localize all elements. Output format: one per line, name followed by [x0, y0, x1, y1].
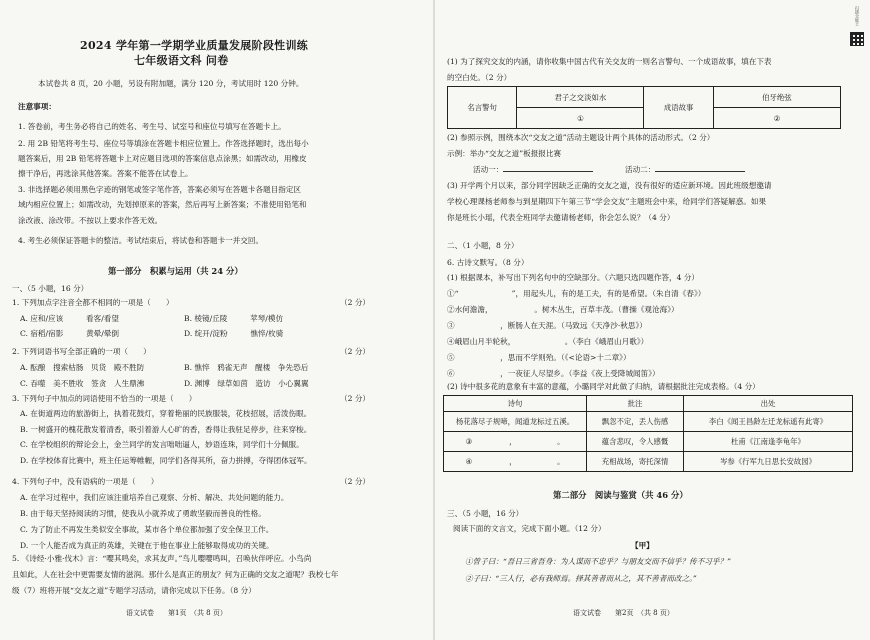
table2-cell: 杜甫《江南逢李龟年》 [684, 432, 853, 452]
q2-option-b: B. 憔悴 鸦雀无声 醒楼 争先恐后 [184, 363, 309, 372]
q4-option-d: D. 一个人能否成为真正的英雄，关键在于他在事业上能够取得成功的关键。 [20, 541, 274, 550]
table1-cell: 名言警句 [448, 87, 517, 129]
part1-title: 第一部分 积累与运用（共 24 分） [108, 266, 243, 276]
table2-cell: 充相战场，寄托深情 [587, 452, 684, 472]
section1-title: 一、（5 小题，16 分） [12, 284, 89, 293]
activity-two-label: 活动二： [625, 165, 656, 174]
table2-answer-cell[interactable]: ③ ， 。 [444, 432, 587, 452]
reading-intro: 阅读下面的文言文，完成下面小题。（12 分） [453, 524, 606, 533]
section2-title: 二、（1 小题，8 分） [447, 241, 519, 250]
table2-cell: 飘忽不定，丢人伤感 [587, 412, 684, 432]
table1-answer-cell[interactable]: ② [713, 108, 840, 129]
q4-option-c: C. 为了防止不再发生类似安全事故，某市各个单位都加强了安全保卫工作。 [20, 525, 274, 534]
q1-option-c: C. 宿稻/宿影 黄晕/晕倒 [20, 329, 120, 338]
table2-cell: 李白《闻王昌龄左迁龙标遥有此寄》 [684, 412, 853, 432]
q1-score: （2 分） [340, 298, 371, 307]
q3-stem: 3. 下列句子中加点的词语使用不恰当的一项是（ ） [12, 394, 197, 403]
task3-line: 学校心理课杨老师参与到星期四下午第三节“学会交友”主题班会中来，给同学们答疑解惑。如果 [447, 197, 767, 206]
task2-example: 示例：举办“交友之道”板报报比赛 [447, 149, 562, 158]
table2-cell: 杨花落尽子规啼，闻道龙标过五溪。 [444, 412, 587, 432]
reading-jia-line: ②子曰：“三人行，必有我师焉。择其善者而从之，其不善者而改之。” [465, 574, 697, 583]
q6-item: ②水何澹澹， 。树木丛生，百草丰茂。（曹操《观沧海》） [447, 305, 679, 314]
q1-option-d: D. 绽开/淀粉 憔悴/枚骑 [184, 329, 284, 338]
q3-option-c: C. 在学校组织的辩论会上，金兰同学的发言咄咄逼人，妙语连珠，同学们十分佩服。 [20, 440, 304, 449]
q1-option-a: A. 应和/应该 看客/看望 [20, 314, 119, 323]
page-footer-right: 语文试卷 第2页 （共 8 页） [573, 609, 674, 617]
exam-intro: 本试卷共 8 页，20 小题，另设有附加题，满分 120 分，考试用时 120 分钟。 [38, 79, 304, 88]
q2-option-c: C. 吞噬 美不胜收 签贪 人生鼎沸 [20, 379, 145, 388]
qr-code [850, 6, 864, 46]
saying-story-table [447, 86, 841, 129]
q5-line: 且如此，人在社会中更需要友情的滋润。那什么是真正的朋友？何为正确的交友之道呢？我校七年 [12, 570, 339, 579]
notice-line: 擦干净后，再选涂其他答案。答案不能答在试卷上。 [18, 169, 193, 178]
activity-two-blank[interactable] [655, 171, 745, 172]
q6-item: ①“ ”，用起头儿，有的是工夫，有的是希望。（朱自清《春》） [447, 289, 706, 298]
notice-line: 2. 用 2B 铅笔将考生号、座位号等填涂在答题卡相应位置上。作答选择题时，选出每小 [18, 139, 309, 148]
task2-line: (2) 参照示例，围绕本次“交友之道”活动主题设计两个具体的活动形式。（2 分） [447, 133, 715, 142]
q2-option-d: D. 渊博 绿草如茵 造访 小心翼翼 [184, 379, 309, 388]
q2-stem: 2. 下列词语书写全部正确的一项（ ） [12, 347, 151, 356]
q6-part1: (1) 根据课本，补写出下列名句中的空缺部分。（六题只选四题作答，4 分） [447, 273, 700, 282]
table1-cell: 伯牙绝弦 [713, 87, 840, 108]
q6-item: ⑤ ，思而不学则殆。（《<论语>十二章》） [447, 353, 631, 362]
reading-jia-line: ①曾子曰：“吾日三省吾身：为人谋而不忠乎？与朋友交而不信乎？传不习乎？” [465, 557, 731, 566]
reading-jia-label: 【甲】 [631, 541, 654, 550]
task2-activity-two [625, 164, 745, 175]
activity-one-label: 活动一： [473, 165, 504, 174]
table2-header: 出处 [684, 396, 853, 412]
table1-cell: 君子之交淡如水 [517, 87, 644, 108]
section3-title: 三、（5 小题，16 分） [447, 509, 524, 518]
notice-line: 题答案后，用 2B 铅笔将答题卡上对应题目选项的答案信息点涂黑；如需改动，用橡皮 [18, 154, 307, 163]
q2-score: （2 分） [340, 347, 371, 356]
activity-one-blank[interactable] [503, 171, 593, 172]
task1-line: (1) 为了探究交友的内涵，请你收集中国古代有关交友的一则名言警句、一个成语故事，填在下表 [447, 57, 772, 66]
notice-line: 3. 非选择题必须用黑色字迹的钢笔或签字笔作答，答案必须写在答题卡各题目指定区 [18, 185, 302, 194]
table2-cell: 蕴含悲叹，令人感慨 [587, 432, 684, 452]
q4-stem: 4. 下列句子中，没有语病的一项是（ ） [12, 477, 159, 486]
q1-option-b: B. 棱镜/丘陵 苹琴/模仿 [184, 314, 284, 323]
q5-line: 5. 《诗经·小雅·伐木》言：“嘤其鸣矣，求其友声。”鸟儿嘤嘤鸣叫，召唤伙伴呼应。小鸟尚 [12, 554, 312, 563]
q6-title: 6. 古诗文默写。（8 分） [447, 258, 529, 267]
q4-option-b: B. 由于每天坚持阅读的习惯，使我从小就养成了勇敢坚毅而善良的性格。 [20, 509, 266, 518]
task3-line: (3) 开学两个月以来，部分同学因缺乏正确的交友之道，没有很好的适应新环境。因此班级想邀请 [447, 181, 772, 190]
q5-line: 级（7）班将开展“交友之道”专题学习活动，请你完成以下任务。（8 分） [12, 586, 256, 595]
poem-flower-table [443, 395, 853, 472]
q4-option-a: A. 在学习过程中，我们应该注重培养自己观察、分析、解决、共处问题的能力。 [20, 493, 289, 502]
notice-line: 域内相应位置上；如需改动，先划掉原来的答案，然后再写上新答案；不准使用铅笔和 [18, 200, 307, 209]
q6-item: ④峨眉山月半轮秋， 。（李白《峨眉山月歌》） [447, 337, 649, 346]
exam-subtitle: 七年级语文科 问卷 [134, 54, 229, 67]
table2-header: 批注 [587, 396, 684, 412]
table2-cell: 岑参《行军九日思长安故园》 [684, 452, 853, 472]
exam-title: 2024 学年第一学期学业质量发展阶段性训练 [80, 39, 309, 52]
q3-score: （2 分） [340, 394, 371, 403]
q6-part2: (2) 诗中很多花的意象有丰富的意蕴，小璐同学对此做了归纳，请根据批注完成表格。（4 分） [447, 382, 760, 391]
notice-line: 1. 答卷前，考生务必将自己的姓名、考生号、试室号和座位号填写在答题卡上。 [18, 122, 286, 131]
task3-line: 你是班长小瑶，代表全班同学去邀请杨老师，你会怎么说？（4 分） [447, 213, 675, 222]
q6-item: ⑥ ，一夜征人尽望乡。（李益《夜上受降城闻笛》） [447, 369, 660, 378]
table1-cell: 成语故事 [644, 87, 713, 129]
table1-answer-cell[interactable]: ① [517, 108, 644, 129]
task2-activity-one [473, 164, 593, 175]
notice-title: 注意事项： [18, 102, 56, 111]
q3-option-a: A. 在街道两边的旅游街上，执着花鼓灯，穿着艳丽的民族服装，花枝招展，活泼伤眼。 [20, 409, 312, 418]
qr-label: 扫描全能王 [855, 6, 860, 26]
q2-option-a: A. 酝酿 搜索枯肠 贝货 殿不胜防 [20, 363, 145, 372]
notice-line: 4. 考生必须保证答题卡的整洁。考试结束后，将试卷和答题卡一并交回。 [18, 236, 264, 245]
part2-title: 第二部分 阅读与鉴赏（共 46 分） [553, 490, 688, 500]
page-two [435, 0, 870, 640]
table2-answer-cell[interactable]: ④ ， 。 [444, 452, 587, 472]
q3-option-b: B. 一树盛开的槐花散发着清香，吸引着游人心旷的香，香得让我驻足停步，往来穿梭。 [20, 425, 312, 434]
q4-score: （2 分） [340, 477, 371, 486]
notice-line: 涂改液、涂改带。不按以上要求作答无效。 [18, 216, 163, 225]
q1-stem: 1. 下列加点字注音全都不相同的一项是（ ） [12, 298, 174, 307]
q3-option-d: D. 在学校体育比赛中，班主任运筹帷幄，同学们各得其所，奋力拼搏，夺得团体冠军。 [20, 456, 312, 465]
page-footer-left: 语文试卷 第1页 （共 8 页） [126, 609, 227, 617]
table2-header: 诗句 [444, 396, 587, 412]
qr-code-icon [850, 32, 864, 46]
q6-item: ③ ，断肠人在天涯。（马致远《天净沙·秋思》） [447, 321, 647, 330]
task1-line: 的空白处。（2 分） [447, 73, 512, 82]
